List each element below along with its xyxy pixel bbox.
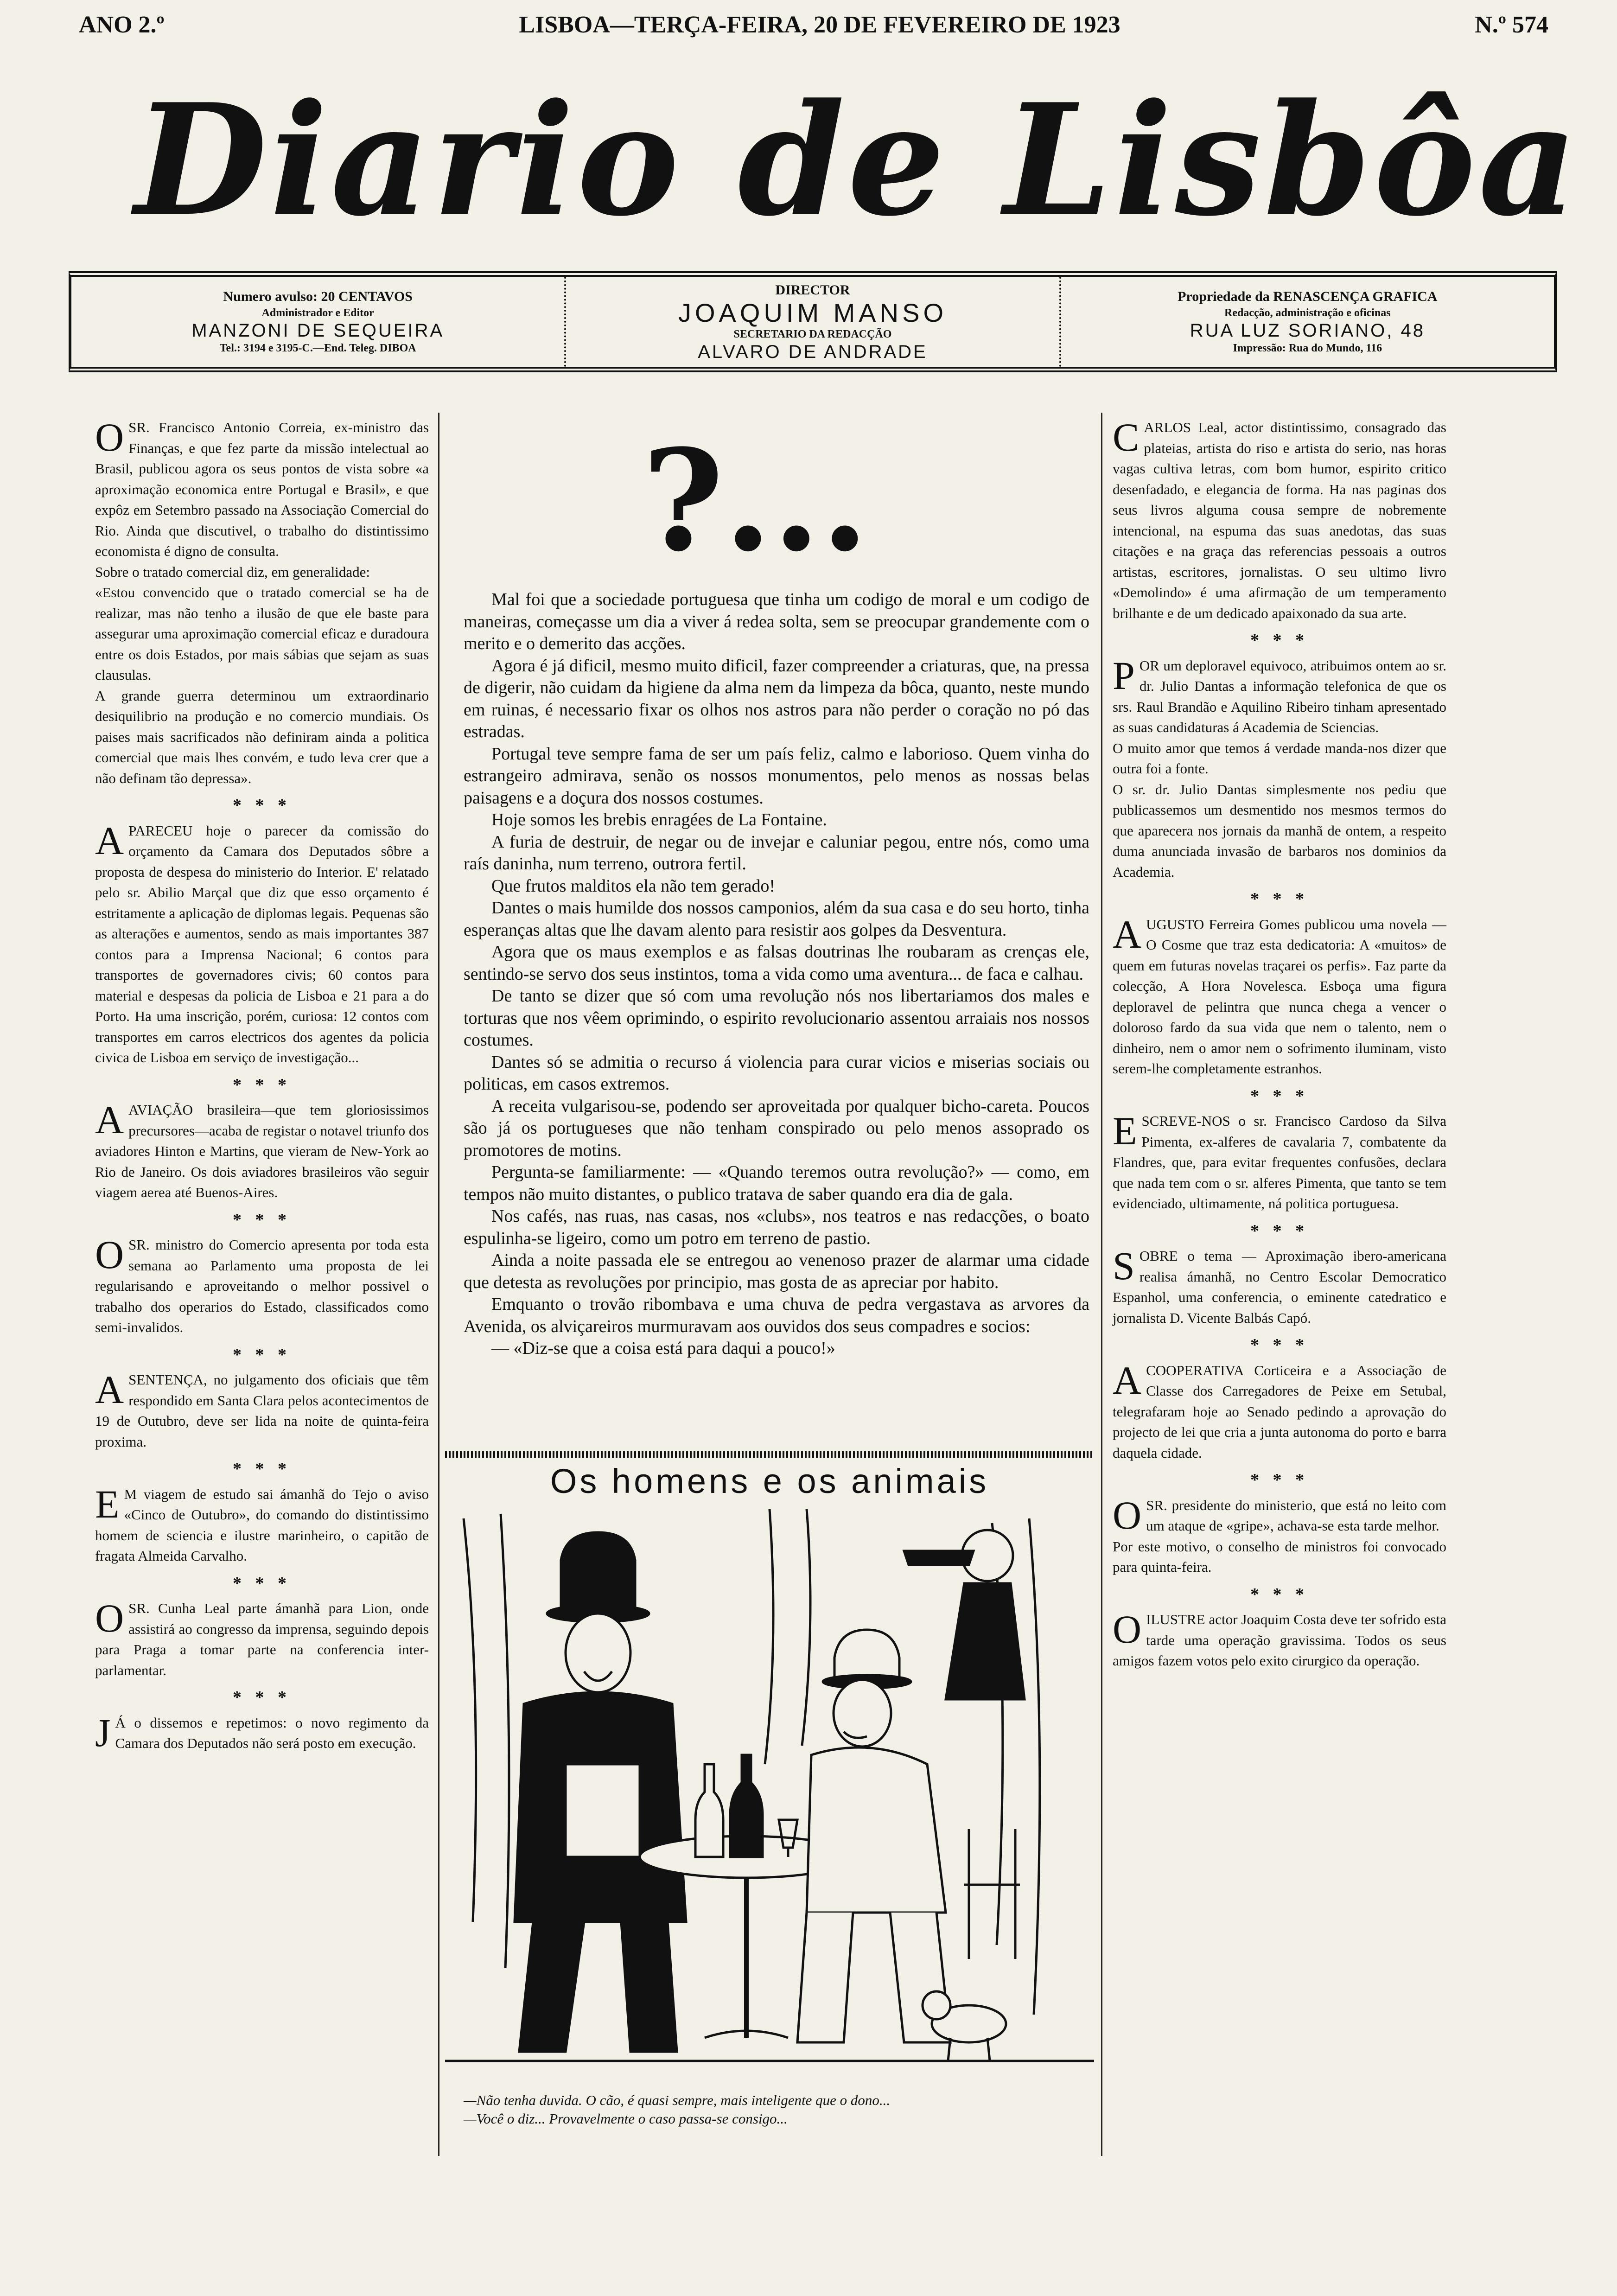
masthead-infobar	[69, 271, 1557, 372]
drop-cap: O	[95, 415, 124, 459]
drop-cap: E	[1113, 1109, 1137, 1153]
drop-cap: C	[1113, 415, 1140, 459]
separator-stars: * * *	[1250, 631, 1309, 650]
news-text: ARLOS Leal, actor distintissimo, consagrado das plateias, artista do riso e artista do serio, nas horas vagas cultiva letras, com bom humor, espirito critico desenfadado, e elegancia de forma. Ha nas paginas dos seus livros alguma cousa sempre de nobremente intencional, na espuma das suas anedotas, das suas citações e na graça das referencias pessoais a outros artistas, escritores, jornalistas. O seu ultimo livro «Demolindo» é uma afirmação de um temperamento brilhante e de um dedicado apaixonado da sua arte.	[1113, 419, 1446, 621]
news-text: AVIAÇÃO brasileira—que tem gloriosissimos precursores—acaba de registar o notavel triunfo dos aviadores Hinton e Martins, que vieram de New-York ao Rio de Janeiro. Os dois aviadores brasileiros vão seguir viagem aerea até Buenos-Aires.	[95, 1102, 429, 1200]
editorial-paragraph: Hoje somos les brebis enragées de La Fontaine.	[491, 810, 827, 829]
news-item	[1113, 914, 1446, 1079]
drop-cap: O	[95, 1596, 124, 1640]
secretary-role: SECRETARIO DA REDACÇÃO	[733, 328, 892, 340]
owner-info: Propriedade da RENASCENÇA GRAFICA	[1178, 289, 1438, 304]
news-item	[1113, 417, 1446, 624]
editorial-paragraph: Nos cafés, nas ruas, nas casas, nos «clubs», nos teatros e nas redacções, o boato espulinha-se ligeiro, como um potro em terreno de pastio.	[464, 1206, 1089, 1248]
editorial-paragraph: A furia de destruir, de negar ou de invejar e caluniar pegou, entre nós, como uma raís daninha, num terreno, outrora fertil.	[464, 832, 1089, 874]
section-divider	[445, 1451, 1094, 1458]
news-text: Por este motivo, o conselho de ministros foi convocado para quinta-feira.	[1113, 1538, 1446, 1575]
drop-cap: O	[1113, 1607, 1142, 1652]
news-text: SCREVE-NOS o sr. Francisco Cardoso da Silva Pimenta, ex-alferes de cavalaria 7, combatente da Flandres, que, para evitar frequentes confusões, declara que nada tem com o sr. alferes Pimenta, que tanto se tem evidenciado, ultimamente, ná politica portuguesa.	[1113, 1113, 1446, 1212]
news-text: O sr. dr. Julio Dantas simplesmente nos pediu que publicassemos um desmentido nos mesmos termos do que aparecera nos jornais da manhã de ontem, a respeito duma anunciada invasão de barbaros nos dominios da Academia.	[1113, 781, 1446, 880]
editorial-paragraph: Agora que os maus exemplos e as falsas doutrinas lhe roubaram as crenças ele, sentindo-se servo dos seus instintos, toma a vida como uma aventura... de faca e calhau.	[464, 942, 1089, 984]
editorial-paragraph: Dantes só se admitia o recurso á violencia para curar vicios e miserias sociais ou politicas, em casos extremos.	[464, 1052, 1089, 1094]
news-item	[95, 1097, 429, 1203]
editorial-paragraph: Que frutos malditos ela não tem gerado!	[491, 876, 776, 896]
news-text: SR. presidente do ministerio, que está no leito com um ataque de «gripe», achava-se esta tarde melhor.	[1146, 1497, 1446, 1534]
cartoon-title: Os homens e os animais	[550, 1462, 989, 1500]
news-item	[1113, 1360, 1446, 1464]
left-column	[95, 417, 429, 1757]
news-text: SR. Francisco Antonio Correia, ex-ministro das Finanças, e que fez parte da missão intelectual ao Brasil, publicou agora os seus pontos de vista sobre «a aproximação economica entre Portugal e Brasil», e que expôz em Setembro passado na Associação Comercial do Rio. Ainda que discutivel, o trabalho do distintissimo economista é digno de consulta.	[95, 419, 429, 559]
drop-cap: A	[1113, 912, 1142, 957]
caption-line: —Não tenha duvida. O cão, é quasi sempre, mais inteligente que o dono...	[464, 2092, 891, 2108]
editorial-paragraph: Pergunta-se familiarmente: — «Quando teremos outra revolução?» — como, em tempos não muito distantes, o publico tratava de saber quando era dia de gala.	[464, 1162, 1089, 1204]
telephone-info: Tel.: 3194 e 3195-C.—End. Teleg. DIBOA	[219, 342, 416, 354]
news-item	[95, 1710, 429, 1755]
issue-number: N.º 574	[1475, 11, 1548, 38]
news-text: UGUSTO Ferreira Gomes publicou uma novela — O Cosme que traz esta dedicatoria: A «muitos» de quem em futuras novelas traçarei os perfis». Faz parte da colecção, A Hora Novelesca. Esboça uma figura deploravel de pelintra que nunca chega a vencer o doloroso fardo da sua vida que nem o talento, nem o dinheiro, nem o amor nem o sofrimento iluminam, visto serem-lhe completamente estranhos.	[1113, 916, 1446, 1077]
news-text: Sobre o tratado comercial diz, em generalidade:	[95, 563, 370, 580]
separator-stars: * * *	[1250, 1335, 1309, 1355]
news-item	[95, 1481, 429, 1567]
editorial-paragraph: — «Diz-se que a coisa está para daqui a pouco!»	[491, 1339, 835, 1358]
news-item	[1113, 1609, 1446, 1671]
column-rule-left	[438, 413, 439, 2156]
masthead-title: Diario de Lisbôa	[134, 70, 1581, 250]
editorial-paragraph: A receita vulgarisou-se, podendo ser aproveitada por qualquer bicho-careta. Poucos são já os portugueses que não tenham conspirado ou pelo menos assoprado os promotores de motins.	[464, 1096, 1089, 1160]
infobar-left	[71, 277, 566, 367]
separator-stars: * * *	[1250, 1221, 1309, 1241]
cartoon-illustration	[445, 1505, 1094, 2091]
news-item	[1113, 653, 1446, 883]
cartoon-caption	[464, 2091, 1066, 2128]
drop-cap: A	[95, 818, 124, 863]
issue-date: LISBOA—TERÇA-FEIRA, 20 DE FEVEREIRO DE 1923	[519, 11, 1120, 38]
news-item	[1113, 1246, 1446, 1328]
news-item	[1113, 1492, 1446, 1578]
issue-year: ANO 2.º	[79, 11, 165, 38]
infobar-center	[566, 277, 1061, 367]
separator-stars: * * *	[233, 796, 291, 815]
news-text: M viagem de estudo sai ámanhã do Tejo o aviso «Cinco de Outubro», do comando do distintissimo homem de sciencia e ilustre marinheiro, o capitão de fragata Almeida Carvalho.	[95, 1486, 429, 1564]
right-column	[1113, 417, 1446, 1674]
drop-cap: E	[95, 1481, 120, 1526]
separator-stars: * * *	[1250, 1086, 1309, 1106]
editorial-paragraph: Portugal teve sempre fama de ser um país feliz, calmo e laborioso. Quem vinha do estrangeiro admirava, senão os nossos monumentos, pelo menos as nossas belas paisagens e a doçura dos nossos costumes.	[464, 744, 1089, 808]
news-item	[95, 818, 429, 1068]
drop-cap: A	[1113, 1358, 1142, 1403]
drop-cap: O	[1113, 1492, 1142, 1537]
drop-cap: A	[95, 1367, 124, 1412]
news-text: Á o dissemos e repetimos: o novo regimento da Camara dos Deputados não será posto em execução.	[115, 1714, 429, 1751]
drop-cap: P	[1113, 653, 1135, 698]
director-name: JOAQUIM MANSO	[678, 298, 947, 327]
separator-stars: * * *	[233, 1688, 291, 1707]
news-text: OR um deploravel equivoco, atribuimos ontem ao sr. dr. Julio Dantas a informação telefonica de que os srs. Raul Brandão e Aquilino Ribeiro tinham apresentado as suas candidaturas á Academia de Sciencias.	[1113, 657, 1446, 735]
news-text: SENTENÇA, no julgamento dos oficiais que têm respondido em Santa Clara pelos acontecimentos de 19 de Outubro, deve ser lida na noite de quinta-feira proxima.	[95, 1371, 429, 1450]
news-item	[1113, 1111, 1446, 1214]
separator-stars: * * *	[233, 1573, 291, 1593]
separator-stars: * * *	[1250, 889, 1309, 909]
editorial-paragraph: Dantes o mais humilde dos nossos camponios, além da sua casa e do seu horto, tinha esperanças altas que lhe davam alento para resistir aos golpes da Desventura.	[464, 898, 1089, 940]
editorial-headline: ?...	[642, 419, 869, 582]
editorial-paragraph: Emquanto o trovão ribombava e uma chuva de pedra vergastava as arvores da Avenida, os alviçareiros murmuravam aos ouvidos dos seus compadres e socios:	[464, 1295, 1089, 1336]
editorial-paragraph: Ainda a noite passada ele se entregou ao venenoso prazer de alarmar uma cidade que detesta as revoluções por principio, mas gosta de as apreciar por habito.	[464, 1250, 1089, 1292]
director-role: DIRECTOR	[775, 282, 850, 298]
admin-name: MANZONI DE SEQUEIRA	[191, 320, 445, 341]
price-label: Numero avulso: 20 CENTAVOS	[223, 289, 413, 304]
news-text: COOPERATIVA Corticeira e a Associação de Classe dos Carregadores de Peixe em Setubal, telegrafaram hoje ao Senado pedindo a aprovação do projecto de lei que cria a junta autonoma do porto e barra daquela cidade.	[1113, 1362, 1446, 1461]
editorial-paragraph: De tanto se dizer que só com uma revolução nós nos libertariamos dos males e torturas que nos vêem oprimindo, o espirito revolucionario assentou arraiais nos nossos costumes.	[464, 986, 1089, 1050]
drop-cap: O	[95, 1232, 124, 1277]
separator-stars: * * *	[233, 1075, 291, 1095]
separator-stars: * * *	[233, 1459, 291, 1479]
news-item	[95, 417, 429, 789]
separator-stars: * * *	[1250, 1584, 1309, 1604]
editorial-body	[464, 589, 1089, 1360]
infobar-right	[1061, 277, 1554, 367]
admin-role: Administrador e Editor	[261, 307, 374, 319]
news-text: ILUSTRE actor Joaquim Costa deve ter sofrido esta tarde uma operação gravissima. Todos os seus amigos fazem votos pelo exito cirurgico da operação.	[1113, 1611, 1446, 1669]
drop-cap: A	[95, 1097, 124, 1142]
column-rule-right	[1101, 413, 1102, 2156]
separator-stars: * * *	[233, 1345, 291, 1365]
editorial-paragraph: Agora é já dificil, mesmo muito dificil, fazer compreender a criaturas, que, na pressa de digerir, não cuidam da higiene da alma nem da limpeza da bôca, quanto, neste mundo em ruinas, é necessario fixar os olhos nos astros para não perder o coração no pó das estradas.	[464, 656, 1089, 741]
secretary-name: ALVARO DE ANDRADE	[698, 342, 928, 362]
drop-cap: S	[1113, 1244, 1135, 1288]
news-item	[95, 1598, 429, 1681]
separator-stars: * * *	[1250, 1470, 1309, 1490]
dateline	[79, 8, 1548, 41]
news-item	[95, 1232, 429, 1338]
caption-line: —Você o diz... Provavelmente o caso passa-se consigo...	[464, 2111, 788, 2127]
news-text: SR. Cunha Leal parte ámanhã para Lion, onde assistirá ao congresso da imprensa, seguindo depois para Praga a tomar parte na conferencia inter-parlamentar.	[95, 1600, 429, 1678]
news-text: «Estou convencido que o tratado comercial se ha de realizar, mas não tenho a ilusão de que ele baste para assegurar uma aproximação comercial eficaz e duradoura entre os dois Estados, por mais sábias que sejam as suas clausulas.	[95, 584, 429, 683]
offices-label: Redacção, administração e oficinas	[1224, 307, 1391, 319]
news-text: A grande guerra determinou um extraordinario desiquilibrio na produção e no comercio mundiais. Os paises mais sacrificados não definiram ainda a politica comercial que mais lhes convém, e tudo leva crer que a não definam tão depressa».	[95, 687, 429, 786]
news-text: OBRE o tema — Aproximação ibero-americana realisa ámanhã, no Centro Escolar Democratico Espanhol, uma conferencia, o eminente catedratico e jornalista D. Vicente Balbás Capó.	[1113, 1248, 1446, 1326]
news-text: SR. ministro do Comercio apresenta por toda esta semana ao Parlamento uma proposta de lei regularisando e aproveitando o melhor possivel o trabalho dos operarios do Estado, classificados como semi-invalidos.	[95, 1237, 429, 1335]
printing-info: Impressão: Rua do Mundo, 116	[1233, 342, 1382, 354]
editorial-paragraph: Mal foi que a sociedade portuguesa que tinha um codigo de moral e um codigo de maneiras, começasse um dia a viver á redea solta, sem se preocupar grandemente com o merito e o demerito das acções.	[464, 590, 1089, 653]
news-text: PARECEU hoje o parecer da comissão do orçamento da Camara dos Deputados sôbre a proposta de despesa do ministerio do Interior. E' relatado pelo sr. Abilio Marçal que diz que esso orçamento é estritamente a aplicação de diplomas legais. Pequenas são as alterações e aumentos, sendo as mais importantes 387 contos para a Imprensa Nacional; 6 contos para transportes de governadores civis; 60 contos para material e despesas da policia de Lisboa e 21 para a do Porto. Ha uma inscrição, porém, curiosa: 12 contos com transportes em carros electricos dos agentes da policia civica de Lisboa em serviço de investigação...	[95, 822, 429, 1065]
news-text: O muito amor que temos á verdade manda-nos dizer que outra foi a fonte.	[1113, 740, 1446, 777]
address: RUA LUZ SORIANO, 48	[1190, 320, 1425, 341]
news-item	[95, 1367, 429, 1452]
drop-cap: J	[95, 1710, 111, 1755]
separator-stars: * * *	[233, 1210, 291, 1230]
